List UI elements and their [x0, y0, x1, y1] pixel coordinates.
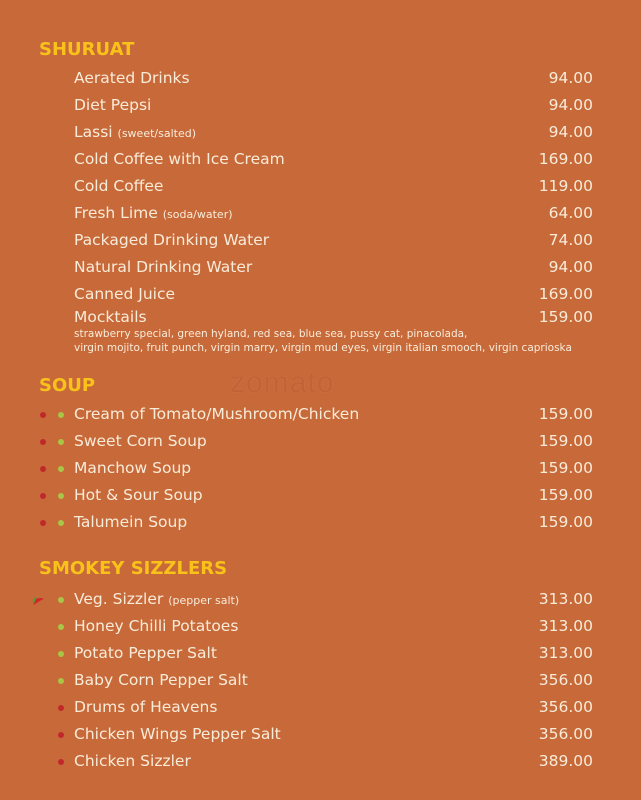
item-name: Fresh Lime	[74, 204, 158, 222]
item-name: Chicken Wings Pepper Salt	[74, 725, 281, 743]
item-name: Cream of Tomato/Mushroom/Chicken	[74, 405, 360, 423]
item-name: Lassi	[74, 123, 113, 141]
item-price: 169.00	[538, 150, 593, 168]
item-price: 313.00	[538, 617, 593, 635]
veg-dot-icon	[58, 678, 64, 684]
nonveg-dot-icon	[40, 412, 46, 418]
nonveg-dot-icon	[40, 520, 46, 526]
menu-item	[0, 254, 641, 281]
item-price: 356.00	[538, 698, 593, 716]
veg-dot-icon	[58, 520, 64, 526]
section-soup	[0, 371, 641, 536]
menu-item	[0, 428, 641, 455]
item-name: Baby Corn Pepper Salt	[74, 671, 248, 689]
item-price: 159.00	[538, 432, 593, 450]
item-name: Honey Chilli Potatoes	[74, 617, 239, 635]
item-name: Diet Pepsi	[74, 96, 152, 114]
item-name: Drums of Heavens	[74, 698, 218, 716]
item-price: 159.00	[538, 486, 593, 504]
menu-item	[0, 509, 641, 536]
menu-item	[0, 92, 641, 119]
menu-item	[0, 65, 641, 92]
section-smokey-sizzlers	[0, 554, 641, 775]
veg-dot-icon	[58, 412, 64, 418]
item-price: 159.00	[538, 308, 593, 326]
item-name: Talumein Soup	[74, 513, 188, 531]
item-price: 94.00	[548, 258, 593, 276]
veg-dot-icon	[58, 651, 64, 657]
item-price: 159.00	[538, 405, 593, 423]
item-note: (sweet/salted)	[117, 127, 196, 140]
nonveg-dot-icon	[40, 493, 46, 499]
item-price: 119.00	[538, 177, 593, 195]
veg-dot-icon	[58, 624, 64, 630]
menu-item	[0, 281, 641, 308]
chilli-spicy-icon	[30, 594, 46, 606]
menu-item	[0, 748, 641, 775]
item-name: Packaged Drinking Water	[74, 231, 270, 249]
item-name: Hot & Sour Soup	[74, 486, 203, 504]
item-note: (pepper salt)	[168, 594, 240, 607]
veg-dot-icon	[58, 493, 64, 499]
veg-dot-icon	[58, 597, 64, 603]
item-price: 356.00	[538, 671, 593, 689]
menu-item	[0, 586, 641, 613]
menu-item	[0, 694, 641, 721]
item-price: 159.00	[538, 513, 593, 531]
menu-item	[0, 721, 641, 748]
item-description: virgin mojito, fruit punch, virgin marry, virgin mud eyes, virgin italian smooch, virgin caprioska	[74, 342, 572, 354]
menu-item	[0, 401, 641, 428]
item-name: Natural Drinking Water	[74, 258, 253, 276]
item-price: 169.00	[538, 285, 593, 303]
section-shuruat	[0, 35, 641, 355]
nonveg-dot-icon	[40, 439, 46, 445]
item-price: 94.00	[548, 123, 593, 141]
item-price: 64.00	[548, 204, 593, 222]
nonveg-dot-icon	[58, 705, 64, 711]
item-name: Manchow Soup	[74, 459, 192, 477]
section-title: SMOKEY SIZZLERS	[39, 558, 228, 579]
menu-item	[0, 119, 641, 146]
item-price: 94.00	[548, 96, 593, 114]
menu-item	[0, 613, 641, 640]
item-note: (soda/water)	[162, 208, 233, 221]
item-price: 313.00	[538, 590, 593, 608]
item-price: 159.00	[538, 459, 593, 477]
nonveg-dot-icon	[40, 466, 46, 472]
menu-item	[0, 227, 641, 254]
item-price: 94.00	[548, 69, 593, 87]
menu-item	[0, 200, 641, 227]
item-name: Sweet Corn Soup	[74, 432, 207, 450]
item-name: Veg. Sizzler	[74, 590, 164, 608]
section-title: SHURUAT	[39, 39, 135, 60]
veg-dot-icon	[58, 439, 64, 445]
menu-item	[0, 173, 641, 200]
nonveg-dot-icon	[58, 759, 64, 765]
item-price: 313.00	[538, 644, 593, 662]
item-name: Aerated Drinks	[74, 69, 190, 87]
item-price: 74.00	[548, 231, 593, 249]
menu-item	[0, 146, 641, 173]
menu-item	[0, 455, 641, 482]
item-name: Cold Coffee with Ice Cream	[74, 150, 285, 168]
item-name: Potato Pepper Salt	[74, 644, 217, 662]
item-price: 356.00	[538, 725, 593, 743]
section-title: SOUP	[39, 375, 96, 396]
menu-item	[0, 667, 641, 694]
item-description: strawberry special, green hyland, red sea, blue sea, pussy cat, pinacolada,	[74, 328, 468, 340]
menu-item	[0, 640, 641, 667]
item-name: Canned Juice	[74, 285, 176, 303]
menu-page	[0, 35, 641, 775]
nonveg-dot-icon	[58, 732, 64, 738]
item-price: 389.00	[538, 752, 593, 770]
veg-dot-icon	[58, 466, 64, 472]
zomato-watermark: zomato	[230, 366, 335, 399]
item-name: Cold Coffee	[74, 177, 164, 195]
item-name: Mocktails	[74, 308, 147, 326]
menu-item	[0, 308, 641, 327]
menu-item	[0, 482, 641, 509]
item-name: Chicken Sizzler	[74, 752, 191, 770]
